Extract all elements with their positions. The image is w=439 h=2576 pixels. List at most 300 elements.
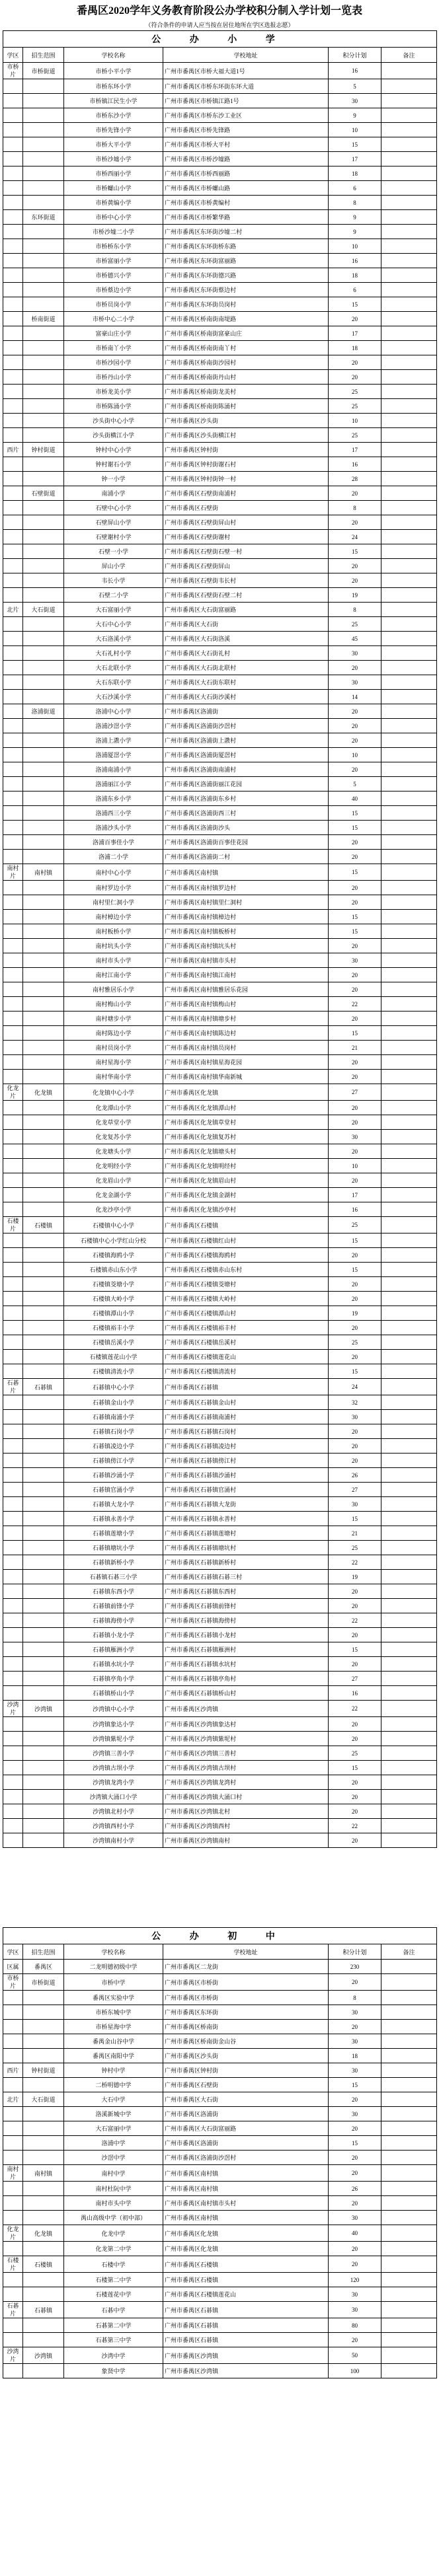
table-row [3,2256,437,2273]
range-cell [23,370,64,385]
table-row [3,1526,437,1541]
quota-cell: 100 [329,2364,381,2378]
school-address-cell: 广州市番禺区市桥东沙工业区 [163,108,329,123]
zone-cell [3,982,23,997]
school-address-cell: 广州市番禺区石碁镇塘坑村 [163,1541,329,1555]
school-name-cell: 南村员岗小学 [64,1041,163,1055]
zone-cell [3,1570,23,1584]
quota-cell: 6 [329,283,381,297]
quota-cell: 20 [329,895,381,910]
quota-cell: 20 [329,1454,381,1468]
school-name-cell: 石碁镇石岗小学 [64,1424,163,1439]
range-cell [23,924,64,939]
zone-cell [3,297,23,312]
range-cell [23,1263,64,1277]
school-address-cell: 广州市番禺区化龙镇 [163,2242,329,2256]
quota-cell: 25 [329,1541,381,1555]
range-cell [23,2005,64,2020]
note-cell [381,1248,437,1263]
note-cell [381,2049,437,2063]
table-row [3,2242,437,2256]
school-address-cell: 广州市番禺区石壁街韦长村 [163,573,329,588]
zone-cell [3,152,23,166]
range-cell [23,355,64,370]
note-cell [381,108,437,123]
school-address-cell: 广州市番禺区石碁镇 [163,1379,329,1395]
note-cell [381,632,437,646]
note-cell [381,326,437,341]
quota-cell: 50 [329,2347,381,2364]
zone-cell [3,939,23,953]
note-cell [381,399,437,414]
school-address-cell: 广州市番禺区石碁镇小龙村 [163,1628,329,1642]
school-address-cell: 广州市番禺区石碁镇 [163,2333,329,2347]
school-name-cell: 化龙金湖小学 [64,1188,163,1202]
quota-cell: 20 [329,835,381,850]
range-cell: 桥南街道 [23,312,64,326]
quota-cell: 30 [329,646,381,661]
school-name-cell: 石碁镇莲塘小学 [64,1526,163,1541]
note-cell [381,1454,437,1468]
note-cell [381,864,437,881]
note-cell [381,1599,437,1613]
table-row [3,1277,437,1292]
table-row [3,1248,437,1263]
table-row [3,457,437,472]
school-name-cell: 沙湾镇大涌口小学 [64,1790,163,1804]
zone-cell [3,181,23,196]
quota-cell: 20 [329,1115,381,1130]
zone-cell [3,968,23,982]
zone-cell [3,312,23,326]
school-name-cell: 化龙塘头小学 [64,1144,163,1159]
school-address-cell: 广州市番禺区沙湾镇三善村 [163,1746,329,1761]
table-row [3,341,437,355]
school-address-cell: 广州市番禺区石碁镇莲塘村 [163,1526,329,1541]
school-address-cell: 广州市番禺区大石街 [163,617,329,632]
range-cell [23,2049,64,2063]
range-cell [23,1746,64,1761]
note-cell [381,1292,437,1306]
note-cell [381,2302,437,2318]
range-cell [23,1012,64,1026]
school-name-cell: 石楼镇大岭小学 [64,1292,163,1306]
note-cell [381,210,437,225]
quota-cell: 40 [329,791,381,806]
zone-cell: 石楼片 [3,1217,23,1233]
quota-cell: 20 [329,1775,381,1790]
table-row [3,2287,437,2302]
quota-cell: 20 [329,2121,381,2136]
note-cell [381,2020,437,2034]
note-cell [381,239,437,254]
note-cell [381,1613,437,1628]
zone-cell: 沙湾片 [3,2347,23,2364]
quota-cell: 20 [329,1599,381,1613]
zone-cell [3,399,23,414]
note-cell [381,791,437,806]
school-name-cell: 石楼镇清流小学 [64,1364,163,1379]
range-cell [23,501,64,515]
note-cell [381,2333,437,2347]
school-name-cell: 大石富丽小学 [64,603,163,617]
zone-cell [3,1599,23,1613]
school-name-cell: 南村里仁洞小学 [64,895,163,910]
table-row [3,1350,437,1364]
school-name-cell: 南村雅居乐小学 [64,982,163,997]
range-cell [23,414,64,428]
zone-cell [3,2287,23,2302]
school-name-cell: 石楼镇茭塘小学 [64,1277,163,1292]
school-address-cell: 广州市番禺区南村镇罗边村 [163,881,329,895]
range-cell [23,1410,64,1424]
range-cell [23,968,64,982]
school-address-cell: 广州市番禺区沙湾镇南村 [163,1833,329,1848]
quota-cell: 20 [329,1012,381,1026]
school-address-cell: 广州市番禺区南村镇陈边村 [163,1026,329,1041]
school-name-cell: 沙湾镇紫坭小学 [64,1732,163,1746]
zone-cell [3,632,23,646]
table-row [3,953,437,968]
school-address-cell: 广州市番禺区沙湾镇龙湾村 [163,1775,329,1790]
note-cell [381,1775,437,1790]
note-cell [381,544,437,559]
school-address-cell: 广州市番禺区钟村街谢石村 [163,457,329,472]
school-address-cell: 广州市番禺区石壁街南浦村 [163,486,329,501]
school-name-cell: 石碁镇永善小学 [64,1512,163,1526]
table-row [3,1364,437,1379]
range-cell [23,588,64,603]
table-row [3,791,437,806]
zone-cell [3,748,23,762]
quota-cell: 16 [329,1686,381,1701]
table-row [3,2302,437,2318]
zone-cell [3,2034,23,2049]
zone-cell [3,1130,23,1144]
school-address-cell: 广州市番禺区东环街桥东路 [163,239,329,254]
quota-cell: 20 [329,2242,381,2256]
quota-cell: 45 [329,632,381,646]
zone-cell [3,588,23,603]
school-name-cell: 石碁镇金山小学 [64,1395,163,1410]
table-row [3,1497,437,1512]
quota-cell: 8 [329,1991,381,2005]
zone-cell [3,2151,23,2165]
table-row [3,2034,437,2049]
school-name-cell: 南村罗边小学 [64,881,163,895]
range-cell [23,137,64,152]
range-cell [23,719,64,733]
note-cell [381,733,437,748]
range-cell [23,1115,64,1130]
school-address-cell: 广州市番禺区石碁镇前锋村 [163,1599,329,1613]
zone-cell [3,1790,23,1804]
school-name-cell: 南村江南小学 [64,968,163,982]
note-cell [381,137,437,152]
quota-cell: 20 [329,850,381,864]
school-address-cell: 广州市番禺区洛浦街 [163,2136,329,2151]
range-cell [23,1833,64,1848]
range-cell: 沙湾镇 [23,2347,64,2364]
quota-cell: 25 [329,385,381,399]
school-address-cell: 广州市番禺区洛浦街沙滘村 [163,2151,329,2165]
school-name-cell: 石碁镇桥山小学 [64,1686,163,1701]
range-cell [23,2078,64,2092]
range-cell [23,997,64,1012]
table-row [3,1599,437,1613]
note-cell [381,953,437,968]
range-cell [23,1395,64,1410]
range-cell [23,1159,64,1173]
school-name-cell: 大石礼村小学 [64,646,163,661]
range-cell [23,559,64,573]
school-address-cell: 广州市番禺区洛浦街上漖村 [163,733,329,748]
range-cell [23,939,64,953]
school-address-cell: 广州市番禺区化龙镇眉山村 [163,1173,329,1188]
quota-cell: 16 [329,63,381,79]
range-cell [23,457,64,472]
note-cell [381,1819,437,1833]
range-cell [23,1277,64,1292]
quota-cell: 15 [329,1364,381,1379]
note-cell [381,2364,437,2378]
zone-cell [3,2196,23,2211]
school-name-cell: 市桥沙园小学 [64,355,163,370]
note-cell [381,123,437,137]
quota-cell: 15 [329,806,381,821]
zone-cell [3,268,23,283]
table-row [3,733,437,748]
quota-cell: 10 [329,123,381,137]
quota-cell: 21 [329,1041,381,1055]
table-row [3,355,437,370]
middle-section-row [3,1928,437,1944]
school-address-cell: 广州市番禺区二龙街 [163,1960,329,1974]
table-row [3,603,437,617]
range-cell: 钟村街道 [23,443,64,457]
zone-cell [3,1233,23,1248]
table-row [3,1555,437,1570]
school-address-cell: 广州市番禺区南村镇员岗村 [163,1041,329,1055]
school-name-cell: 石楼镇中心小学 [64,1217,163,1233]
note-cell [381,1263,437,1277]
school-address-cell: 广州市番禺区大石街北联村 [163,661,329,675]
quota-cell: 17 [329,326,381,341]
school-address-cell: 广州市番禺区洛浦街沙滘村 [163,719,329,733]
zone-cell [3,2005,23,2020]
school-address-cell: 广州市番禺区市桥黄编村 [163,196,329,210]
quota-cell: 20 [329,2020,381,2034]
range-cell [23,2107,64,2121]
zone-cell [3,1410,23,1424]
note-cell [381,1974,437,1991]
quota-cell: 20 [329,1070,381,1084]
header-note: 备注 [381,1944,437,1960]
zone-cell [3,2273,23,2287]
table-row [3,1292,437,1306]
table-row [3,2020,437,2034]
document-page [3,0,436,2378]
note-cell [381,530,437,544]
school-name-cell: 市桥德兴小学 [64,268,163,283]
school-address-cell: 广州市番禺区市桥沙墟路 [163,152,329,166]
quota-cell: 10 [329,1159,381,1173]
range-cell [23,748,64,762]
zone-cell [3,385,23,399]
school-name-cell: 大石洛溪小学 [64,632,163,646]
quota-cell: 30 [329,2063,381,2078]
school-name-cell: 洛浦二小学 [64,850,163,864]
range-cell [23,1321,64,1335]
zone-cell: 西片 [3,2063,23,2078]
note-cell [381,1541,437,1555]
school-name-cell: 沙湾镇南村小学 [64,1833,163,1848]
note-cell [381,1686,437,1701]
school-address-cell: 广州市番禺区化龙镇金湖村 [163,1188,329,1202]
range-cell [23,2287,64,2302]
range-cell [23,1173,64,1188]
zone-cell [3,1657,23,1672]
zone-cell [3,1732,23,1746]
zone-cell: 石碁片 [3,2302,23,2318]
school-name-cell: 市桥龙美小学 [64,385,163,399]
quota-cell: 19 [329,1306,381,1321]
zone-cell [3,341,23,355]
table-row [3,123,437,137]
zone-cell [3,821,23,835]
school-name-cell: 市桥丹山小学 [64,370,163,385]
note-cell [381,850,437,864]
range-cell [23,1732,64,1746]
note-cell [381,1395,437,1410]
range-cell: 洛浦街道 [23,704,64,719]
zone-cell [3,486,23,501]
primary-section-title: 公 办 小 学 [3,31,437,48]
school-name-cell: 石碁镇前锋小学 [64,1599,163,1613]
range-cell [23,1070,64,1084]
note-cell [381,1012,437,1026]
school-address-cell: 广州市番禺区洛浦街沙头 [163,821,329,835]
zone-cell [3,1497,23,1512]
quota-cell: 8 [329,501,381,515]
school-address-cell: 广州市番禺区石楼镇 [163,1217,329,1233]
note-cell [381,1306,437,1321]
note-cell [381,1321,437,1335]
table-row [3,428,437,443]
school-name-cell: 石楼中学 [64,2256,163,2273]
header-school: 学校名称 [64,1944,163,1960]
range-cell [23,94,64,108]
quota-cell: 20 [329,515,381,530]
zone-cell: 石碁片 [3,1379,23,1395]
range-cell: 石楼镇 [23,1217,64,1233]
note-cell [381,2034,437,2049]
table-row [3,646,437,661]
table-row [3,2196,437,2211]
school-name-cell: 富豪山庄小学 [64,326,163,341]
school-address-cell: 广州市番禺区洛浦街西三村 [163,806,329,821]
quota-cell: 30 [329,1130,381,1144]
school-address-cell: 广州市番禺区石壁街石壁二村 [163,588,329,603]
school-name-cell: 市桥南丫小学 [64,341,163,355]
zone-cell [3,1277,23,1292]
school-name-cell: 石楼第二中学 [64,2273,163,2287]
school-name-cell: 石碁镇新桥小学 [64,1555,163,1570]
range-cell [23,690,64,704]
zone-cell [3,1424,23,1439]
school-address-cell: 广州市番禺区洛浦街二村 [163,850,329,864]
range-cell [23,2242,64,2256]
school-name-cell: 石碁镇水坑小学 [64,1657,163,1672]
range-cell [23,2182,64,2196]
note-cell [381,1526,437,1541]
zone-cell [3,254,23,268]
school-address-cell: 广州市番禺区市桥螺山路 [163,181,329,196]
table-row [3,1379,437,1395]
note-cell [381,225,437,239]
school-name-cell: 石碁镇中心小学 [64,1379,163,1395]
quota-cell: 20 [329,1101,381,1115]
range-cell [23,2273,64,2287]
zone-cell [3,239,23,254]
school-address-cell: 广州市番禺区石碁镇傍江村 [163,1454,329,1468]
note-cell [381,63,437,79]
note-cell [381,939,437,953]
zone-cell [3,1468,23,1483]
school-address-cell: 广州市番禺区桥南街金山谷 [163,2034,329,2049]
range-cell: 石碁镇 [23,2302,64,2318]
school-address-cell: 广州市番禺区南村镇星海花园 [163,1055,329,1070]
zone-cell [3,2242,23,2256]
quota-cell: 22 [329,1555,381,1570]
table-row [3,210,437,225]
table-row [3,1804,437,1819]
quota-cell: 20 [329,355,381,370]
table-row [3,2151,437,2165]
quota-cell: 22 [329,1613,381,1628]
range-cell [23,733,64,748]
note-cell [381,1804,437,1819]
note-cell [381,2092,437,2107]
range-cell [23,573,64,588]
range-cell [23,515,64,530]
quota-cell: 30 [329,2211,381,2225]
range-cell [23,1483,64,1497]
school-name-cell: 市桥中心小学 [64,210,163,225]
header-range: 招生范围 [23,48,64,63]
zone-cell [3,646,23,661]
school-address-cell: 广州市番禺区石壁街 [163,501,329,515]
quota-cell: 30 [329,2034,381,2049]
school-name-cell: 沙滘中学 [64,2151,163,2165]
quota-cell: 20 [329,573,381,588]
table-row [3,1263,437,1277]
range-cell: 市桥街道 [23,1974,64,1991]
school-name-cell: 南村星海小学 [64,1055,163,1070]
quota-cell: 6 [329,181,381,196]
range-cell [23,661,64,675]
school-name-cell: 市桥螺山小学 [64,181,163,196]
note-cell [381,1439,437,1454]
school-address-cell: 广州市番禺区大石街洛溪 [163,632,329,646]
header-school: 学校名称 [64,48,163,63]
quota-cell: 20 [329,1321,381,1335]
quota-cell: 27 [329,1483,381,1497]
zone-cell [3,2020,23,2034]
school-address-cell: 广州市番禺区洛浦街 [163,2107,329,2121]
range-cell [23,835,64,850]
zone-cell: 化龙片 [3,2225,23,2242]
